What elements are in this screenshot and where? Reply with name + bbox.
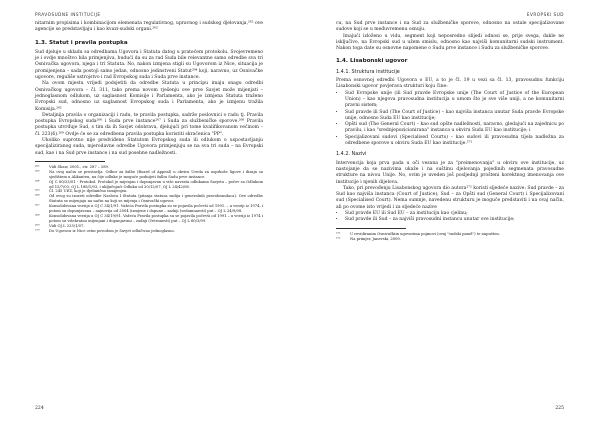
left-paragraph: Sud djeluje u skladu sa odredbama Ugovora i Statuta datog u pratećem protokolu. Svojevremeno je i ovdje mnoštvo bila primjenjiva, budući da su za rad Suda bile relevantne samo odredbe sva tri Osnivačka ugovora, njega i tri Statuta. No, nakon izmjena stigli su Ugovorom iz Nice, situacija je promijenjena – sada postoji samo jedan, odnosno jedinstveni Statut²⁶⁴ koji, naravno, uz Osnivačke ugovore, reguliše ustrojstvo i rad Evropskog suda i Suda prve instance. (35, 49, 263, 81)
right-running-head: EVROPSKI SUD (526, 12, 564, 17)
footnote-number: ²⁷⁰ (35, 228, 40, 233)
footnote-number: ²⁶⁹ (35, 223, 40, 228)
list-item: • Sud pravde ili Sud – za najviši pravosudni instancu unutar ove institucije; (345, 217, 564, 223)
left-paragraph-continuation: nitarnim propisima i kombinacijom elemenata regulativnog, upravnog i sudskog djelovanja,²⁶² ove agencije se predstavljaju i kao kvazi-sudski organi.²⁶³ (35, 21, 263, 33)
right-page-number: 225 (555, 406, 564, 411)
right-paragraph: Tako, pri prevođenju Lisabonskog ugovora dio autora²⁷² koristi sljedeće nazive: Sud pravde – za Sud kao najviša instanca (Court of Justice), Sud – za Opšti sud (General Court) i Specijalizovani sud (Specialised Court). Nema sumnje, navedenu strukturu je moguće predstaviti i na ovaj način, ali po ovome isto vrijedi i za sljedeće nazive (336, 185, 564, 210)
left-paragraph: Detaljnija pravila o organizaciji i radu, te pravila postupka, sadrže poslovnici o radu tj. Pravila postupka Evropskog suda²⁶⁶ i Suda prve instance²⁶⁷ i Suda za službeničke sporove.²⁶⁸ Pravila postupka utvrđuje Sud, s tim da ih Savjet odobrava, djelujući pri tome kvalifikovanom većinom – čl. 223(6).²⁶⁹ Ovdje će se za odredbena pravila postupka koristiti skraćenica "PP". (35, 112, 263, 137)
left-running-head: PRAVOSUDNE INSTITUCIJE (35, 12, 101, 17)
section-heading-1-4: 1.4. Lisabonski ugovor (336, 58, 408, 65)
footnote-text: Na primjer, Janevski, 2009. (350, 236, 401, 241)
footnote-text: Konsolidovana verzija u OJ C 34/1/91. Važeća Pravila postupka su se pojavila počevši od 1991. – u verziji iz 1974, i potom su dopunjavana – najnovija od 2004 (izmjene i dopune – zadnji (sedamnaesti) put – OJ L 24/9/08. (49, 204, 263, 214)
footnote-text: Konsolidovana verzija u OJ C 34/19/91. Važeća Pravila postupka su se pojavila počevši od 1991 – u verziji iz 1974 i potom su višekratno mijenjani i dopunjavani – zadnji (četrnaesti) put – OJ L 60/3/09. (49, 214, 263, 223)
list-item: • Opšti sud (The General Court) – kao sud opšte nadležnosti, naravno, gledajući na zajednicu po pravilu, i kao "srednjepozicionirana" instanca u okviru Suda EU kao institucije; i (345, 122, 564, 135)
court-structure-list (336, 91, 564, 148)
footnote-text: Do Ugovora iz Nice ovim povodom je Savjet odlučivao jednoglasno. (49, 228, 175, 233)
footnote (35, 194, 263, 204)
left-paragraph: Na ovom mjestu vrijedi podsjetiti da odredbe Statuta u principu imaju snagu odredbi Osnivačkog ugovora – čl. 311, tako prema novom rješenju ove prve Savjet može mijenjati – jednoglasnom odlukom, uz saglasnost Komisije i Parlamenta, ako je izmjena Statuta traženo Evropski sud, odnosno uz saglasnost Evropskog suda i Parlamenta, ako je izmjenu tražila Komisija.²⁶⁵ (35, 81, 263, 112)
footnote-text: Vidi Shaw, 2001., str. 287 – 289. (49, 164, 110, 169)
footnote-number: ²⁶⁴ (35, 179, 40, 184)
right-page (300, 0, 600, 423)
footnote-separator (35, 161, 105, 162)
right-body (336, 21, 564, 241)
footnote-number: ²⁶⁷ (35, 204, 40, 209)
footnote-text: U revidiranim Osnivačkim ugovorima pojmovi (ovaj "sudski panel") te napušten. (350, 231, 500, 236)
footnote-text: Čl. 245 UEZ, koji je djelimično izmijenjen. (49, 189, 128, 194)
left-paragraph: Ukoliko suprotno nije predviđeno Statutom Evropskog suda ili odlukom o uspostavljanju specijaliziranog suda, mjerodavne odredbe Ugovora primjenjuju se na sva tri suda – na Evropski sud, kao i na Sud prve instance i na sud posebne nadležnosti. (35, 138, 263, 156)
subsection-heading-1-4-1: 1.4.1. Struktura institucije (336, 68, 400, 75)
footnote-text: Na ovaj način se prestavlja. Odbor za žalbe (Board of Appeal) u okviru Ureda za usprkoše ligove i dizajn sa sjedištem u Alikanteu, na čije odluke je moguće podnijeti žalbu Sudu prve instance. (49, 169, 263, 179)
footnote-separator (336, 228, 406, 229)
footnote (35, 229, 263, 234)
footnote-number: ²⁶⁵ (35, 189, 40, 194)
footnote-text: OJ C 80/33/01 - Protokol. Protokol je mijenjan i dopunjavan u više navrata odlukama Savjeta – počev sa Odlukom od 15/7/03, OJ L 188/1/03, i uključujući Odluku od 20/12/07, OJ L 24/42/08. (49, 179, 263, 189)
footnote-text: Od ovog su izuzeti odredbe Naslova I Statuta (pitanja statusa sudija i generalnih pravobranilaca). Ove odredbe Statuta se mijenjaju na način na koji se mijenja i Osnivački ugovor. (49, 194, 263, 204)
right-paragraph: Intervencija koja prva pada u oči vezana je za "preimenovanja" u okviru ove institucije, uz nastojanje da se nazivima ukaže i na suštinu djelovanja pojedinih segmenata pravosudne strukture na nivou Unije. No, ovim je uveden još posljednji prošteni korektnog imenovanja ove institucije i njenih dijelova. (336, 160, 564, 185)
footnote (35, 214, 263, 224)
right-paragraph: Prema osnovnoj odredbi Ugovora o EU, a to je čl. 19 u vezi sa čl. 13, pravosudnu funkciju Lisabonski ugovor povjerava strukturi koju čine: (336, 78, 564, 90)
footnote (35, 204, 263, 214)
list-item: • Sud Evropske unije (ili Sud pravde Evropske unije (The Court of Justice of the European Union) – kao njegova pravosudna institucija u umom što je sve više uniji, a ne komunitarni pravni sistem; (345, 91, 564, 110)
footnote (35, 180, 263, 190)
footnote-text: Vidi OJ L 225/1/07. (49, 223, 85, 228)
list-item: • Sud pravde ili Sud (The Court of Justice) – kao najviša instanca unutar Suda pravde Evropske unije, odnosno Suda EU kao institucije; (345, 110, 564, 123)
left-body (35, 21, 263, 234)
footnote-number: ²⁶² (35, 164, 40, 169)
footnote-number: ²⁶⁸ (35, 214, 40, 218)
section-heading-1-3: 1.3. Statut i pravila postupka (35, 39, 128, 46)
footnote (336, 237, 564, 242)
footnote-number: ²⁷¹ (336, 231, 341, 236)
footnote-number: ²⁷² (336, 236, 341, 241)
subsection-heading-1-4-2: 1.4.2. Nazivi (336, 151, 367, 158)
footnote (35, 170, 263, 180)
list-item: • Specijalizovani sudovi (Specialised Courts) – kao sudovi ili pravosudna tijela nadležna za odredbene sporove u okviru Suda EU kao institucije.²⁷¹ (345, 135, 564, 148)
names-list (336, 211, 564, 224)
footnote-number: ²⁶³ (35, 169, 40, 174)
right-paragraph: Imajući izloženo u vidu, segment koji neposredno slijedi odnosi se, prije svega, dakle ne isključivo, na Evropski sud u užem smislu, odnosno kao najviši komunitarni sudski instrument. Nakon toga date su osnovne napomene o Sudu prve instance i Sudu za službeničke sporove. (336, 33, 564, 52)
footnote-number: ²⁶⁶ (35, 194, 40, 199)
list-item: • Sud pravde EU ili Sud EU – za instituciju kao cjelinu; (345, 211, 564, 217)
left-page-number: 224 (35, 406, 44, 411)
right-paragraph-continuation: cu, na Sud prve instance i na Sud za službeničke sporove, odnosno na ostale specijalizovane sudove koji se u međuvremenu osnuju. (336, 21, 564, 33)
